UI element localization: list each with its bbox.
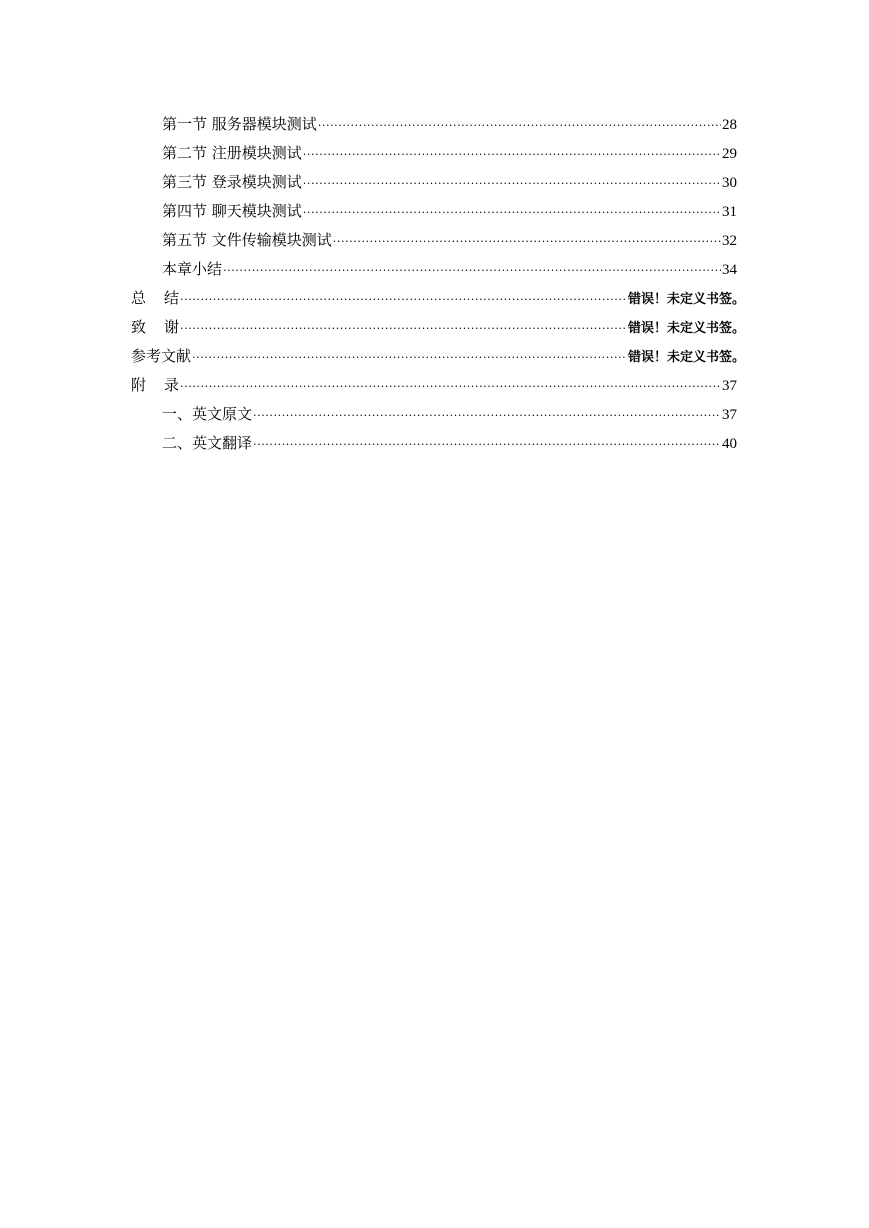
toc-entry-label: [131, 313, 179, 342]
toc-entry-chat-module-test[interactable]: [131, 197, 737, 226]
toc-entry-page: 32: [722, 233, 737, 249]
toc-entry-label: 第一节 服务器模块测试: [162, 115, 317, 133]
toc-dot-leader: [318, 108, 721, 137]
toc-entry-file-transfer-module-test[interactable]: [131, 226, 737, 255]
toc-entry-label: [131, 371, 179, 400]
toc-dot-leader: [303, 137, 721, 166]
toc-entry-page: 29: [722, 146, 737, 162]
toc-entry-label: 第四节 聊天模块测试: [162, 202, 302, 220]
toc-entry-page: 37: [722, 407, 737, 423]
toc-entry-register-module-test[interactable]: [131, 139, 737, 168]
toc-entry-error-text: 错误！未定义书签。: [627, 350, 745, 365]
toc-entry-label-char: 结: [164, 289, 180, 307]
toc-entry-page: 40: [722, 436, 737, 452]
toc-entry-references[interactable]: [131, 342, 745, 371]
toc-dot-leader: [303, 166, 721, 195]
toc-entry-acknowledgements[interactable]: [131, 313, 745, 342]
toc-entry-label: 第二节 注册模块测试: [162, 144, 302, 162]
toc-dot-leader: [180, 282, 627, 311]
toc-dot-leader: [180, 369, 721, 398]
toc-entry-label: 参考文献: [131, 347, 192, 365]
toc-entry-conclusion[interactable]: [131, 284, 745, 313]
toc-entry-label-char: 附: [131, 376, 147, 394]
toc-entry-page: 28: [722, 117, 737, 133]
toc-entry-english-original[interactable]: [131, 400, 737, 429]
toc-entry-page: 31: [722, 204, 737, 220]
toc-entry-label-char: 录: [164, 376, 180, 394]
toc-dot-leader: [180, 311, 627, 340]
toc-entry-label-char: 总: [131, 289, 147, 307]
toc-entry-label: 第三节 登录模块测试: [162, 173, 302, 191]
toc-entry-english-translation[interactable]: [131, 429, 737, 458]
toc-dot-leader: [253, 398, 721, 427]
toc-entry-label-char: 致: [131, 318, 147, 336]
toc-entry-page: 34: [722, 262, 737, 278]
toc-dot-leader: [303, 195, 721, 224]
toc-entry-page: 37: [722, 378, 737, 394]
toc-entry-label: 本章小结: [162, 260, 223, 278]
toc-entry-page: 30: [722, 175, 737, 191]
toc-entry-error-text: 错误！未定义书签。: [627, 321, 745, 336]
toc-dot-leader: [253, 427, 721, 456]
toc-entry-label: 第五节 文件传输模块测试: [162, 231, 332, 249]
toc-dot-leader: [192, 340, 627, 369]
toc-entry-server-module-test[interactable]: [131, 110, 737, 139]
toc-entry-login-module-test[interactable]: [131, 168, 737, 197]
toc-entry-error-text: 错误！未定义书签。: [627, 292, 745, 307]
toc-entry-label: 二、英文翻译: [162, 434, 253, 452]
toc-dot-leader: [333, 224, 721, 253]
toc-dot-leader: [223, 253, 721, 282]
toc-entry-label: [131, 284, 179, 313]
toc-entry-label-char: 谢: [164, 318, 180, 336]
toc-entry-label: 一、英文原文: [162, 405, 253, 423]
table-of-contents: [131, 110, 745, 458]
toc-entry-appendix[interactable]: [131, 371, 737, 400]
toc-entry-chapter-summary[interactable]: [131, 255, 737, 284]
